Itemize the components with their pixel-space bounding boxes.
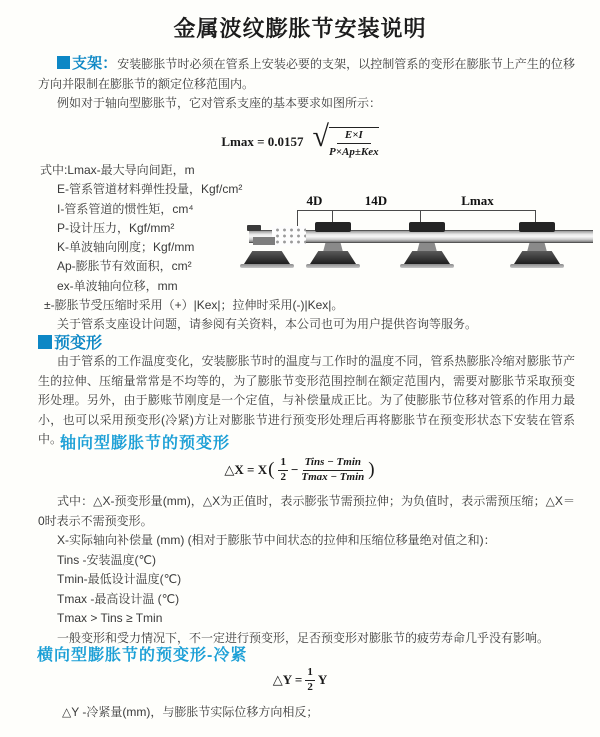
definition-item: P-设计压力，Kgf/mm²: [57, 220, 175, 235]
support-intro-text: 安装膨胀节时必须在管系上安装必要的支架，以控制管系的变形在膨胀节上产生的位移方向并限制在膨胀节的额定位移范围内。: [38, 57, 575, 91]
dim-label-4d: 4D: [306, 193, 323, 208]
axial-formula: [0, 456, 600, 485]
definition-item: K-单波轴向刚度；Kgf/mm: [57, 240, 195, 255]
open-paren: (: [268, 459, 275, 481]
close-paren: ): [368, 459, 375, 481]
support-note: 关于管系支座设计问题，请参阅有关资料，本公司也可为用户提供咨询等服务。: [57, 317, 478, 332]
predeform-body: 由于管系的工作温度变化，安装膨胀节时的温度与工作时的温度不同，管系热膨胀冷缩对膨胀节产生的拉伸、压缩量常常是不均等的，为了膨胀节变形范围控制在额定范围内，需要对膨胀节采取预变形处理。另外，由于膨账节刚度是一个定值，与补偿量成正比。为了使膨胀节位移对管系的作用力最小，也可以采用预变形(冷紧)方让对膨胀节进行预变形处理后再将膨胀节在预变形状态下安装在管系中。: [38, 354, 575, 446]
pipe-support-diagram: [245, 190, 597, 272]
lateral-formula: [0, 666, 600, 695]
definition-item: E-管系管道材料弹性投量，Kgf/cm²: [57, 182, 243, 197]
lmax-formula-lhs: Lmax = 0.0157: [221, 133, 304, 149]
section-marker-icon: [57, 56, 70, 69]
minus-sign: −: [290, 462, 299, 478]
definition-item: I-管系管道的惯性矩，cm⁴: [57, 201, 194, 216]
definition-item: 式中:Lmax-最大导向间距，m: [40, 163, 195, 177]
section-marker-icon: [38, 335, 52, 349]
axial-line: X-实际轴向补偿量 (mm) (相对于膨胀节中间状态的拉伸和压缩位移量绝对值之和)：: [57, 533, 496, 547]
lmax-formula-denominator: P×Ap±Kex: [329, 146, 379, 159]
axial-line: 式中：△X-预变形量(mm)，△X为正值时，表示膨张节需预拉伸；为负值时，表示需预压缩；△X＝0时表示不需预变形。: [38, 494, 575, 528]
predeform-section-heading: 预变形: [38, 330, 102, 353]
axial-formula-pre: △X = X: [224, 462, 268, 478]
pipe-support: [305, 190, 361, 272]
axial-line: 一般变形和受力情况下，不一定进行预变形，足否预变形对膨胀节的疲劳寿命几乎没有影响。: [57, 630, 550, 645]
support-example-line: 例如对于轴向型膨胀节，它对管系支座的基本要求如图所示：: [57, 96, 382, 110]
dim-label-lmax: Lmax: [461, 193, 494, 208]
half-fraction: $\frac{1}{2}$: [307, 666, 313, 693]
axial-line: Tmin-最低设计温度(℃): [57, 572, 182, 586]
lateral-note: △Y -冷紧量(mm)，与膨胀节实际位移方向相反；: [62, 705, 319, 719]
axial-line: Tmax > Tins ≥ Tmin: [57, 611, 163, 625]
axial-subheading: 轴向型膨胀节的预变形: [60, 435, 231, 452]
radical-sign: √ E×I P×Ap±Kex: [312, 120, 379, 159]
half-fraction: $\frac{1}{2}$: [280, 456, 286, 483]
page-title: 金属波纹膨胀节安装说明: [173, 16, 427, 41]
dim-label-14d: 14D: [364, 193, 388, 208]
lateral-formula-post: Y: [317, 672, 328, 688]
support-intro-paragraph: [38, 54, 575, 94]
definition-item: Ap-膨胀节有效面积，cm²: [57, 259, 192, 274]
lmax-formula-numerator: E×I: [337, 128, 371, 144]
lmax-formula: [0, 120, 600, 160]
definition-item: ex-单波轴向位移，mm: [57, 278, 178, 293]
support-section-heading: 支架：: [72, 55, 118, 72]
temperature-fraction: $\frac{\text{Tins − Tmin}}{Tmax - Tmin}$: [301, 456, 365, 483]
support-section: [38, 54, 575, 114]
pipe-support: [509, 190, 565, 272]
pipe-support: [399, 190, 455, 272]
lateral-subheading: 横向型膨胀节的预变形-冷紧: [37, 647, 248, 664]
axial-line: Tmax -最高设计温 (℃): [57, 591, 180, 606]
anchor-support: [239, 190, 295, 272]
axial-definitions: [38, 492, 575, 648]
definition-item: ±-膨胀节受压缩时采用（+）|Kex|；拉伸时采用(-)|Kex|。: [44, 298, 344, 313]
axial-line: Tins -安装温度(℃): [57, 552, 157, 567]
lateral-formula-pre: △Y =: [272, 672, 303, 688]
